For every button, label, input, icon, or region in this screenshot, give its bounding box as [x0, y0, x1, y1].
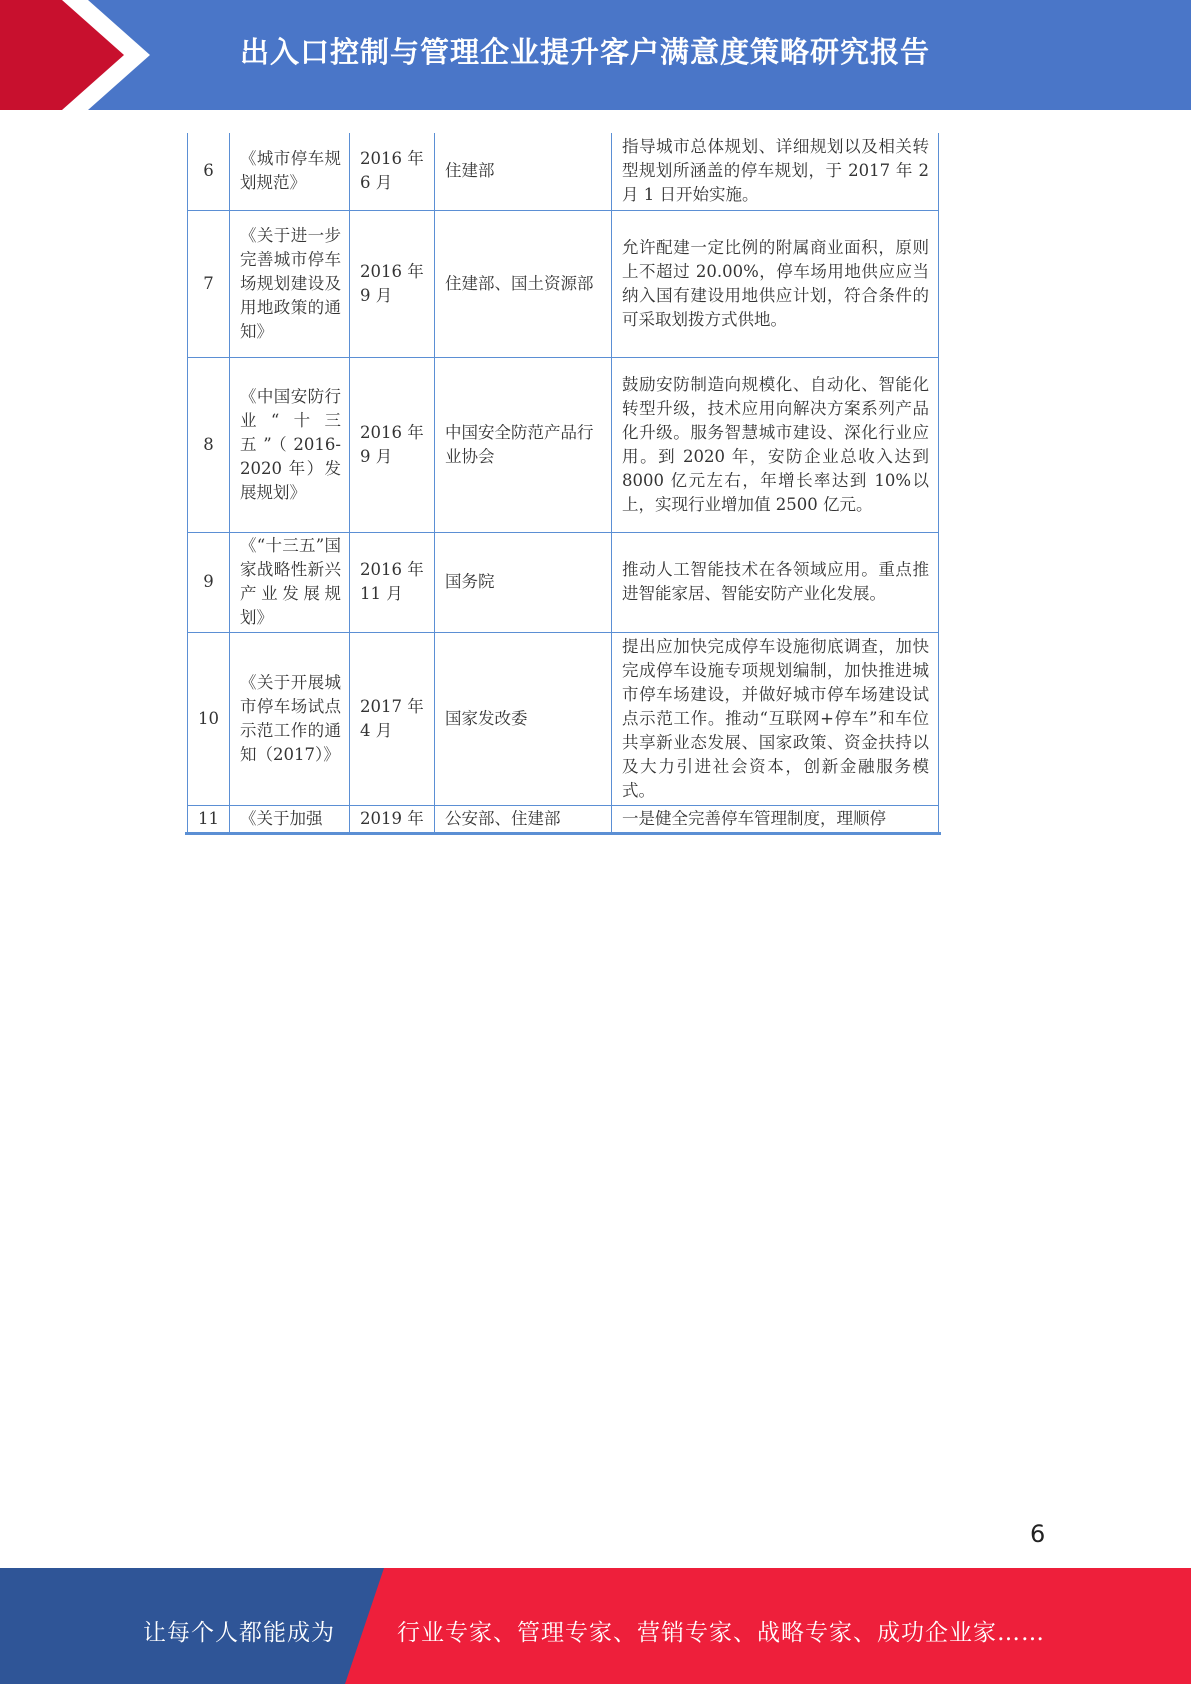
policy-name: 《关于加强 — [230, 805, 350, 833]
footer-slogan-right: 行业专家、管理专家、营销专家、战略专家、成功企业家…… — [397, 1620, 1045, 1646]
table-row — [188, 133, 939, 210]
release-date: 2016 年 6 月 — [350, 133, 435, 210]
policy-content: 鼓励安防制造向规模化、自动化、智能化转型升级，技术应用向解决方案系列产品化升级。服务智慧城市建设、深化行业应用。到 2020 年，安防企业总收入达到 8000 亿元左右，年增长率达到 10%以上，实现行业增加值 2500 亿元。 — [612, 357, 939, 532]
page-footer — [0, 1568, 1191, 1684]
table-row — [188, 532, 939, 632]
policy-name: 《关于进一步完善城市停车场规划建设及用地政策的通知》 — [230, 210, 350, 357]
issuing-department: 国务院 — [435, 532, 612, 632]
policy-content: 推动人工智能技术在各领域应用。重点推进智能家居、智能安防产业化发展。 — [612, 532, 939, 632]
policy-name: 《关于开展城市停车场试点示范工作的通知（2017）》 — [230, 632, 350, 805]
policy-content: 提出应加快完成停车设施彻底调查，加快完成停车设施专项规划编制，加快推进城市停车场建设，并做好城市停车场建设试点示范工作。推动“互联网+停车”和车位共享新业态发展、国家政策、资金扶持以及大力引进社会资本，创新金融服务模式。 — [612, 632, 939, 805]
row-number: 10 — [188, 632, 230, 805]
release-date: 2016 年 9 月 — [350, 210, 435, 357]
policy-content: 允许配建一定比例的附属商业面积，原则上不超过 20.00%，停车场用地供应应当纳入国有建设用地供应计划，符合条件的可采取划拨方式供地。 — [612, 210, 939, 357]
policy-content: 一是健全完善停车管理制度，理顺停 — [612, 805, 939, 833]
table-row — [188, 357, 939, 532]
page-number: 6 — [1030, 1520, 1046, 1548]
table-bottom-border — [185, 832, 941, 835]
policy-table — [187, 133, 939, 834]
table-row — [188, 632, 939, 805]
policy-name: 《城市停车规划规范》 — [230, 133, 350, 210]
policy-name: 《“十三五”国家战略性新兴产业发展规划》 — [230, 532, 350, 632]
issuing-department: 国家发改委 — [435, 632, 612, 805]
policy-name: 《中国安防行业“十三五”（2016-2020 年）发展规划》 — [230, 357, 350, 532]
issuing-department: 住建部 — [435, 133, 612, 210]
issuing-department: 中国安全防范产品行业协会 — [435, 357, 612, 532]
page-header — [0, 0, 1191, 110]
policy-content: 指导城市总体规划、详细规划以及相关转型规划所涵盖的停车规划，于 2017 年 2 月 1 日开始实施。 — [612, 133, 939, 210]
release-date: 2017 年 4 月 — [350, 632, 435, 805]
table-row — [188, 805, 939, 833]
row-number: 9 — [188, 532, 230, 632]
row-number: 6 — [188, 133, 230, 210]
release-date: 2016 年 9 月 — [350, 357, 435, 532]
issuing-department: 公安部、住建部 — [435, 805, 612, 833]
row-number: 11 — [188, 805, 230, 833]
table-row — [188, 210, 939, 357]
issuing-department: 住建部、国土资源部 — [435, 210, 612, 357]
row-number: 8 — [188, 357, 230, 532]
release-date: 2019 年 — [350, 805, 435, 833]
release-date: 2016 年 11 月 — [350, 532, 435, 632]
report-title: 出入口控制与管理企业提升客户满意度策略研究报告 — [240, 35, 931, 69]
row-number: 7 — [188, 210, 230, 357]
footer-slogan-left: 让每个人都能成为 — [143, 1620, 335, 1646]
